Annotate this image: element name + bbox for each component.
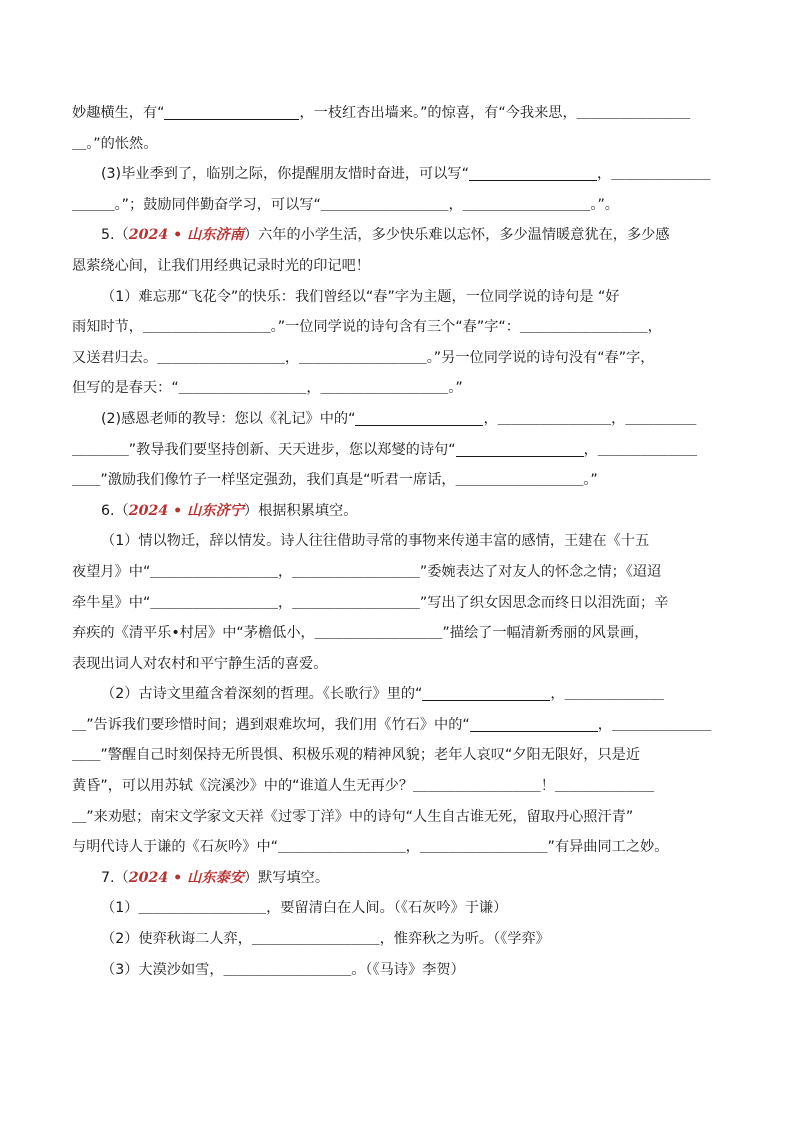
line-text: 雨知时节，＿＿＿＿＿＿＿＿＿。”一位同学说的诗句含有三个“春”字“：＿＿＿＿＿＿＿＿＿， [72, 319, 662, 336]
line-text: ，一枝红杏出墙来。”的惊喜，有“今我来思， [299, 105, 577, 121]
text-line [72, 863, 724, 894]
line-text: ，＿＿＿＿＿＿＿ [550, 686, 664, 703]
line-text: （2）使弈秋诲二人弈，＿＿＿＿＿＿＿＿＿，惟弈秋之为听。（《学弈》 [101, 931, 550, 948]
line-text: 与明代诗人于谦的《石灰吟》中“＿＿＿＿＿＿＿＿＿，＿＿＿＿＿＿＿＿＿”有异曲同工之妙。 [72, 839, 669, 856]
text-line [72, 710, 724, 741]
answer-blank[interactable] [164, 102, 299, 120]
line-text: ，＿＿＿＿＿＿＿ [583, 441, 698, 458]
text-line [72, 129, 724, 160]
line-text: （1）难忘那“飞花令”的快乐：我们曾经以“春”字为主题，一位同学说的诗句是 “好 [101, 288, 620, 305]
line-text: 但写的是春天：“＿＿＿＿＿＿＿＿＿，＿＿＿＿＿＿＿＿＿。” [72, 380, 463, 397]
text-line [72, 343, 724, 374]
text-line [72, 190, 724, 221]
line-text: 表现出词人对农村和平宁静生活的喜爱。 [72, 655, 328, 672]
line-text: 5.（ [101, 227, 129, 244]
text-line [72, 832, 724, 863]
text-line [72, 251, 724, 282]
text-line [72, 955, 724, 986]
line-text: 黄昏”，可以用苏轼《浣溪沙》中的“谁道人生无再少？＿＿＿＿＿＿＿＿＿！＿＿＿＿＿＿＿ [72, 778, 655, 795]
text-line [72, 740, 724, 771]
worksheet-page [72, 98, 724, 985]
line-text: (3)毕业季到了，临别之际，你提醒朋友惜时奋进，可以写“ [101, 166, 469, 183]
line-text: (2)感恩老师的教导：您以《礼记》中的“ [101, 410, 356, 427]
line-text: 6.（ [101, 502, 129, 519]
text-line [72, 373, 724, 404]
line-text: ＿”告诉我们要珍惜时间；遇到艰难坎坷，我们用《竹石》中的“ [72, 716, 470, 733]
answer-blank[interactable] [456, 439, 584, 457]
line-text: 7.（ [101, 869, 129, 886]
text-line [72, 618, 724, 649]
text-line [72, 557, 724, 588]
text-line [72, 404, 724, 435]
line-text: ＿＿”警醒自己时刻保持无所畏惧、积极乐观的精神风貌；老年人哀叹“夕阳无限好，只是近 [72, 747, 641, 764]
line-text: ）根据积累填空。 [243, 502, 358, 519]
question-source-label: 2024 • 山东济南 [128, 227, 244, 244]
line-text: ）默写填空。 [243, 869, 330, 886]
question-source-label: 2024 • 山东济宁 [128, 502, 244, 519]
text-line [72, 496, 724, 527]
text-line [72, 526, 724, 557]
line-text: ＿＿”激励我们像竹子一样坚定强劲，我们真是“听君一席话，＿＿＿＿＿＿＿＿＿。” [72, 472, 598, 489]
line-text: ＿＿＿＿＿＿＿＿ [576, 105, 691, 121]
text-line [72, 465, 724, 496]
question-source-label: 2024 • 山东泰安 [128, 869, 244, 886]
text-line [72, 435, 724, 466]
text-line [72, 220, 724, 251]
answer-blank[interactable] [469, 163, 597, 181]
line-text: ＿＿＿＿”教导我们要坚持创新、天天进步，您以郑燮的诗句“ [72, 441, 456, 458]
line-text: （1）＿＿＿＿＿＿＿＿＿，要留清白在人间。（《石灰吟》于谦） [101, 900, 508, 917]
text-line [72, 679, 724, 710]
line-text: ，＿＿＿＿＿＿＿ [596, 166, 711, 183]
answer-blank[interactable] [422, 683, 550, 701]
line-text: （3）大漠沙如雪，＿＿＿＿＿＿＿＿＿。（《马诗》李贺） [101, 961, 465, 978]
text-line [72, 312, 724, 343]
line-text: 夜望月》中“＿＿＿＿＿＿＿＿＿，＿＿＿＿＿＿＿＿＿”委婉表达了对友人的怀念之情；《迢迢 [72, 563, 662, 580]
line-text: 恩萦绕心间，让我们用经典记录时光的印记吧！ [72, 257, 370, 274]
text-line [72, 771, 724, 802]
line-text: ，＿＿＿＿＿＿＿ [597, 716, 712, 733]
line-text: ）六年的小学生活，多少快乐难以忘怀，多少温情暖意犹在，多少感 [243, 227, 670, 244]
line-text: ＿＿＿。”；鼓励同伴勤奋学习，可以写“＿＿＿＿＿＿＿＿＿，＿＿＿＿＿＿＿＿＿。”。 [72, 196, 619, 213]
text-line [72, 924, 724, 955]
answer-blank[interactable] [470, 714, 598, 732]
line-text: 弃疾的《清平乐•村居》中“茅檐低小，＿＿＿＿＿＿＿＿＿”描绘了一幅清新秀丽的风景画， [72, 625, 649, 642]
line-text: ＿”来劝慰；南宋文学家文天祥《过零丁洋》中的诗句“人生自古谁无死，留取丹心照汗青” [72, 808, 634, 825]
text-line [72, 159, 724, 190]
line-text: ＿。”的怅然。 [72, 135, 158, 152]
text-line [72, 282, 724, 313]
line-text: 牵牛星》中“＿＿＿＿＿＿＿＿＿，＿＿＿＿＿＿＿＿＿”写出了织女因思念而终日以泪洗面；辛 [72, 594, 669, 611]
line-text: （1）情以物迁，辞以情发。诗人往往借助寻常的事物来传递丰富的感情，王建在《十五 [101, 533, 650, 550]
text-line [72, 802, 724, 833]
text-line [72, 649, 724, 680]
answer-blank[interactable] [355, 408, 483, 426]
line-text: 又送君归去。＿＿＿＿＿＿＿＿＿，＿＿＿＿＿＿＿＿＿。”另一位同学说的诗句没有“春”字， [72, 349, 655, 366]
text-line [72, 893, 724, 924]
line-text: ，＿＿＿＿＿＿＿＿，＿＿＿＿＿ [483, 410, 697, 427]
line-text: （2）古诗文里蕴含着深刻的哲理。《长歌行》里的“ [101, 686, 423, 703]
line-text: 妙趣横生，有“ [72, 105, 165, 121]
text-line [72, 98, 724, 129]
text-line [72, 588, 724, 619]
